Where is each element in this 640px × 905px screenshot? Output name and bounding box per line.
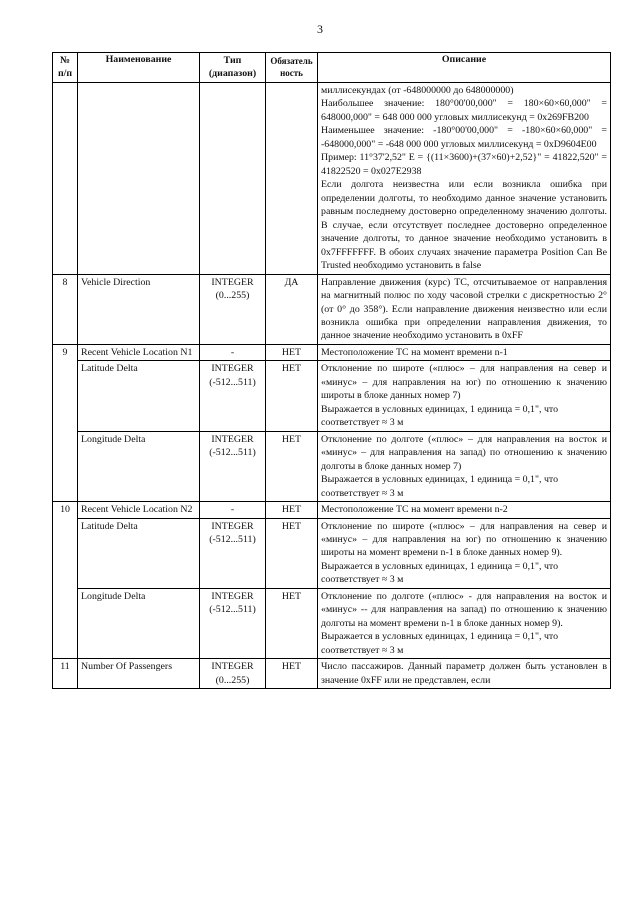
param-name: Latitude Delta	[78, 361, 200, 431]
header-num: № п/п	[53, 53, 78, 83]
param-name: Recent Vehicle Location N2	[78, 502, 200, 518]
header-name: Наименование	[78, 53, 200, 83]
header-type: Тип (диапазон)	[200, 53, 266, 83]
param-required: НЕТ	[266, 431, 318, 501]
param-required: НЕТ	[266, 361, 318, 431]
param-type: INTEGER (-512...511)	[200, 518, 266, 588]
param-desc: Отклонение по долготе («плюс» - для направления на восток и «минус» -- для направления на запад) по отношению к значению долготы на момент времени n-1 в блоке данных номер 9). Выражается в условных единицах, 1 единица = 0,1", что соответствует ≈ 3 м	[318, 588, 611, 658]
param-desc: Местоположение ТС на момент времени n-2	[318, 502, 611, 518]
table-row-10	[53, 502, 611, 518]
param-required: НЕТ	[266, 588, 318, 658]
param-type: -	[200, 344, 266, 360]
param-required: НЕТ	[266, 502, 318, 518]
header-required: Обязательность	[266, 53, 318, 83]
param-type: INTEGER (-512...511)	[200, 431, 266, 501]
table-header-row	[53, 53, 611, 83]
table-row-10-latitude	[53, 518, 611, 588]
param-type: -	[200, 502, 266, 518]
continuation-desc: миллисекундах (от -648000000 до 648000000) Наибольшее значение: 180°00'00,000" = 180×60×60,000" = 648000,000" = 648 000 000 угловых миллисекунд = 0x269FB200 Наименьшее значение: -180°00'00,000" = -180×60×60,000" = -648000,000" = -648 000 000 угловых миллисекунд = 0xD9604E00 Пример: 11°37'2,52" E = {(11×3600)+(37×60)+2,52}" = 41822,520" = 41822520 = 0x027E2938 Если долгота неизвестна или если возникла ошибка при определении долготы, то необходимо данное значение установить равным последнему достоверно определенному значению долготы. В случае, если отсутствует последнее достоверно определенное значение долготы, то данное значение необходимо установить в 0x7FFFFFFF. В обоих случаях значение параметра Position Can Be Trusted необходимо установить в false	[318, 83, 611, 275]
param-desc: Число пассажиров. Данный параметр должен быть установлен в значение 0xFF или не представлен, если	[318, 659, 611, 689]
param-type: INTEGER (0...255)	[200, 274, 266, 344]
param-name: Longitude Delta	[78, 588, 200, 658]
param-type: INTEGER (0...255)	[200, 659, 266, 689]
param-type: INTEGER (-512...511)	[200, 588, 266, 658]
param-desc: Направление движения (курс) ТС, отсчитываемое от направления на магнитный полюс по ходу часовой стрелки с дискретностью 2° (от 0° до 358°). Если направление движения неизвестно или если возникла ошибка при определении направления движения, то данное значение необходимо установить в 0xFF	[318, 274, 611, 344]
table-row-continuation	[53, 83, 611, 275]
table-row-10-longitude	[53, 588, 611, 658]
param-desc: Отклонение по широте («плюс» – для направления на север и «минус» – для направления на юг) по отношению к значению широты в блоке данных номер 7) Выражается в условных единицах, 1 единица = 0,1", что соответствует ≈ 3 м	[318, 361, 611, 431]
param-required: НЕТ	[266, 659, 318, 689]
param-name: Longitude Delta	[78, 431, 200, 501]
row-number: 11	[53, 659, 78, 689]
param-desc: Отклонение по широте («плюс» – для направления на север и «минус» – для направления на юг) по отношению к значению широты на момент времени n-1 в блоке данных номер 9). Выражается в условных единицах, 1 единица = 0,1", что соответствует ≈ 3 м	[318, 518, 611, 588]
table-row-9-latitude	[53, 361, 611, 431]
table-row-8	[53, 274, 611, 344]
param-type: INTEGER (-512...511)	[200, 361, 266, 431]
param-required: НЕТ	[266, 518, 318, 588]
param-required: ДА	[266, 274, 318, 344]
table-row-11	[53, 659, 611, 689]
header-desc: Описание	[318, 53, 611, 83]
param-name: Number Of Passengers	[78, 659, 200, 689]
param-desc: Отклонение по долготе («плюс» – для направления на восток и «минус» – для направления на запад) по отношению к значению долготы в блоке данных номер 7) Выражается в условных единицах, 1 единица = 0,1", что соответствует ≈ 3 м	[318, 431, 611, 501]
page-number: 3	[317, 22, 323, 36]
table-row-9	[53, 344, 611, 360]
param-name: Latitude Delta	[78, 518, 200, 588]
param-required: НЕТ	[266, 344, 318, 360]
row-number: 9	[53, 344, 78, 501]
parameters-table	[52, 52, 611, 689]
row-number: 8	[53, 274, 78, 344]
param-name: Vehicle Direction	[78, 274, 200, 344]
param-name: Recent Vehicle Location N1	[78, 344, 200, 360]
param-desc: Местоположение ТС на момент времени n-1	[318, 344, 611, 360]
table-row-9-longitude	[53, 431, 611, 501]
row-number: 10	[53, 502, 78, 659]
